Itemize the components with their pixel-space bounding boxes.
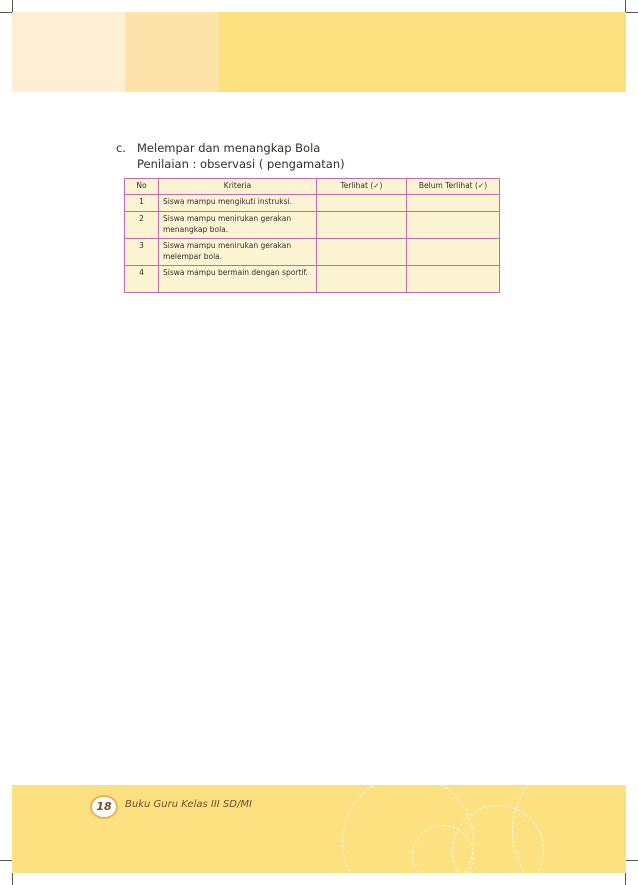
row-belum-cell (407, 211, 500, 238)
table-row (125, 265, 500, 292)
crop-mark (626, 12, 638, 13)
row-kriteria: Siswa mampu bermain dengan sportif. (159, 265, 317, 292)
book-title: Buku Guru Kelas III SD/MI (125, 799, 252, 810)
header-block-mid (125, 12, 219, 92)
page-number-badge: 18 (90, 795, 118, 819)
row-belum-cell (407, 238, 500, 265)
row-number: 4 (125, 265, 159, 292)
row-terlihat-cell (317, 194, 407, 211)
row-number: 2 (125, 211, 159, 238)
crop-mark (625, 0, 626, 12)
assessment-table (124, 178, 500, 293)
header-terlihat: Terlihat (✓) (317, 179, 407, 195)
section-title: Melempar dan menangkap Bola (137, 141, 321, 155)
table-row (125, 194, 500, 211)
row-kriteria: Siswa mampu mengikuti instruksi. (159, 194, 317, 211)
table-row (125, 211, 500, 238)
header-belum-terlihat: Belum Terlihat (✓) (407, 179, 500, 195)
header-block-main (219, 12, 626, 92)
row-number: 1 (125, 194, 159, 211)
table-row (125, 238, 500, 265)
row-belum-cell (407, 265, 500, 292)
section-subtitle: Penilaian : observasi ( pengamatan) (137, 157, 345, 171)
row-terlihat-cell (317, 211, 407, 238)
crop-mark (625, 873, 626, 885)
section-letter: c. (116, 141, 126, 155)
crop-mark (0, 860, 12, 861)
header-block-light (12, 12, 125, 92)
decorative-circle (512, 785, 626, 873)
row-terlihat-cell (317, 265, 407, 292)
table-header-row (125, 179, 500, 195)
row-terlihat-cell (317, 238, 407, 265)
crop-mark (12, 0, 13, 12)
row-number: 3 (125, 238, 159, 265)
header-no: No (125, 179, 159, 195)
header-band (12, 12, 626, 92)
row-kriteria: Siswa mampu menirukan gerakan menangkap bola. (159, 211, 317, 238)
crop-mark (0, 12, 12, 13)
header-kriteria: Kriteria (159, 179, 317, 195)
crop-mark (626, 860, 638, 861)
crop-mark (12, 873, 13, 885)
row-belum-cell (407, 194, 500, 211)
row-kriteria: Siswa mampu menirukan gerakan melempar bola. (159, 238, 317, 265)
